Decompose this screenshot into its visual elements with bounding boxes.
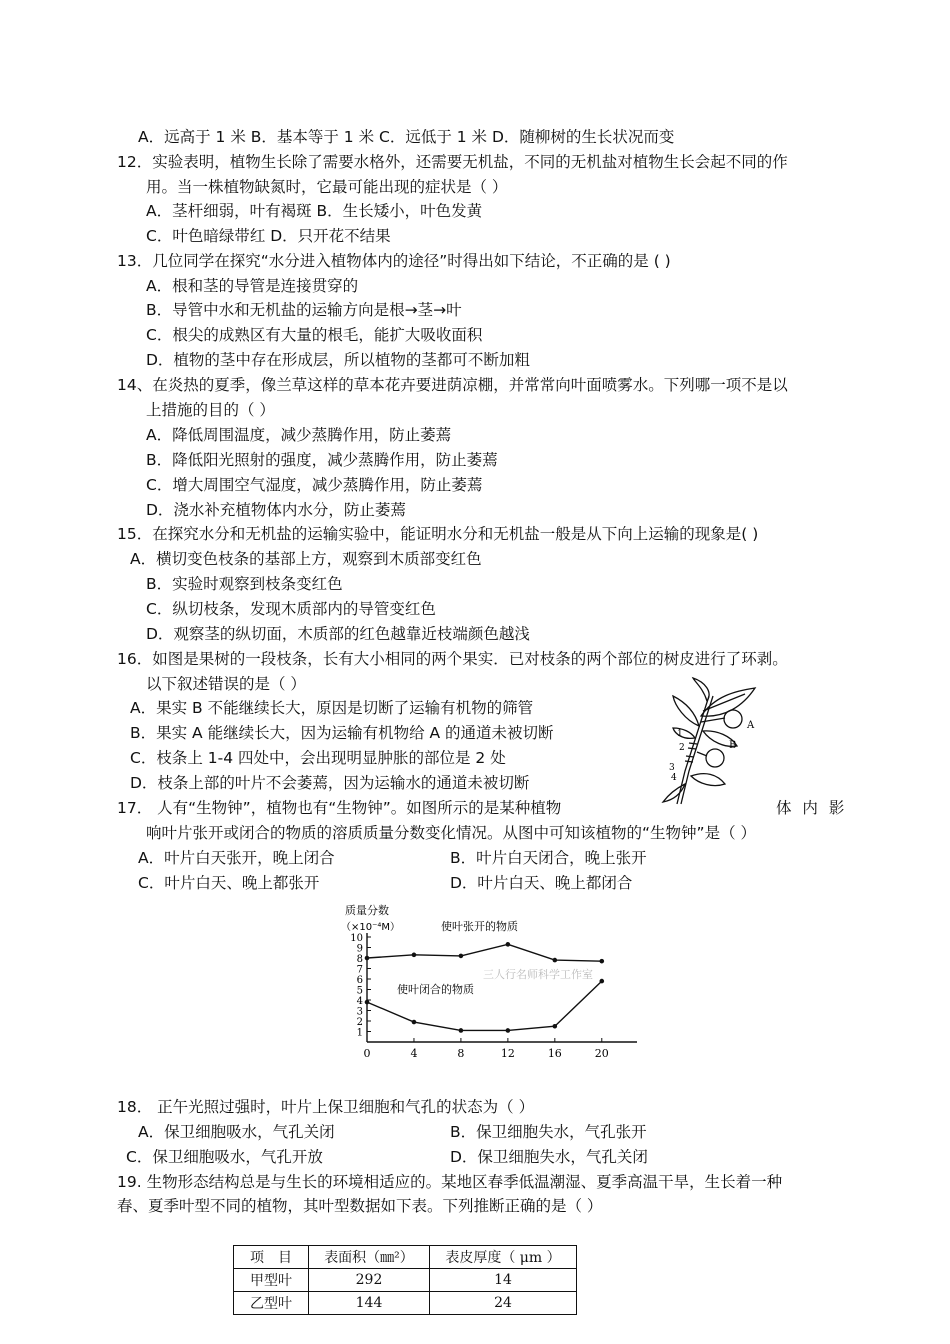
mark-1: 1: [677, 729, 683, 739]
q16-option-a: A．果实 B 不能继续长大，原因是切断了运输有机物的筛管: [130, 699, 534, 717]
q17-option-a: A．叶片白天张开，晚上闭合: [138, 849, 335, 867]
data-point: [365, 956, 370, 961]
y-tick-label: 1: [356, 1027, 363, 1039]
q12-stem-cont: 用。当一株植物缺氮时，它最可能出现的症状是（ ）: [146, 178, 508, 196]
q13-option-b: B．导管中水和无机盐的运输方向是根→茎→叶: [146, 301, 462, 319]
table-cell: 14: [430, 1269, 577, 1292]
q18-stem: 18． 正午光照过强时，叶片上保卫细胞和气孔的状态为（ ）: [117, 1098, 535, 1116]
data-point: [412, 1020, 417, 1025]
q16-option-d: D．枝条上部的叶片不会萎蔫，因为运输水的通道未被切断: [130, 774, 530, 792]
table-row: [234, 1292, 577, 1315]
q12-options-ab: A．茎杆细弱，叶有褐斑 B．生长矮小，叶色发黄: [146, 202, 483, 220]
q14-option-d: D．浇水补充植物体内水分，防止萎蔫: [146, 501, 406, 519]
q17-option-c: C．叶片白天、晚上都张开: [138, 874, 320, 892]
watermark: 三人行名师科学工作室: [483, 968, 593, 981]
table-row: [234, 1269, 577, 1292]
q16-stem-cont: 以下叙述错误的是（ ）: [146, 675, 306, 693]
q11-options: A．远高于 1 米 B．基本等于 1 米 C．远低于 1 米 D．随柳树的生长状况而变: [138, 128, 675, 146]
q14-option-b: B．降低阳光照射的强度，减少蒸腾作用，防止萎蔫: [146, 451, 498, 469]
q18-option-b: B．保卫细胞失水，气孔张开: [450, 1123, 647, 1141]
q14-option-c: C．增大周围空气湿度，减少蒸腾作用，防止萎蔫: [146, 476, 483, 494]
branch-diagram: [655, 676, 767, 806]
table-header-cell: 项 目: [234, 1246, 309, 1269]
mark-4: 4: [671, 773, 677, 783]
q14-stem: 14、在炎热的夏季，像兰草这样的草本花卉要进荫凉棚，并常常向叶面喷雾水。下列哪一项不是以: [117, 376, 788, 394]
fruit-b-label: B: [729, 740, 737, 751]
q15-option-d: D．观察茎的纵切面，木质部的红色越靠近枝端颜色越浅: [146, 625, 530, 643]
leaf-6: [691, 774, 725, 786]
q13-option-a: A．根和茎的导管是连接贯穿的: [146, 277, 359, 295]
fruit-a-label: A: [747, 720, 755, 731]
q16-option-b: B．果实 A 能继续长大，因为运输有机物给 A 的通道未被切断: [130, 724, 554, 742]
line-chart: [335, 900, 655, 1080]
data-point: [599, 979, 604, 984]
data-point: [506, 942, 511, 947]
data-point: [553, 958, 558, 963]
mark-2: 2: [679, 743, 685, 753]
y-tick-label: 3: [356, 1006, 363, 1018]
table-header-cell: 表皮厚度（ μm ）: [430, 1246, 577, 1269]
q16-option-c: C．枝条上 1-4 四处中，会出现明显肿胀的部位是 2 处: [130, 749, 506, 767]
table-cell: 甲型叶: [234, 1269, 309, 1292]
q18-option-d: D．保卫细胞失水，气孔关闭: [450, 1148, 648, 1166]
y-tick-label: 2: [356, 1017, 363, 1028]
q12-stem: 12．实验表明，植物生长除了需要水格外，还需要无机盐，不同的无机盐对植物生长会起不同的作: [117, 153, 788, 171]
q17-stem-tail: 体 内 影: [776, 799, 848, 817]
x-tick-label: 16: [547, 1047, 562, 1060]
q17-stem: 17． 人有“生物钟”，植物也有“生物钟”。如图所示的是某种植物: [117, 799, 562, 817]
x-tick-label: 4: [410, 1047, 418, 1060]
q13-option-d: D．植物的茎中存在形成层，所以植物的茎都可不断加粗: [146, 351, 530, 369]
q18-option-a: A．保卫细胞吸水，气孔关闭: [138, 1123, 335, 1141]
mark-3: 3: [669, 763, 675, 773]
fruit-a: [724, 710, 742, 728]
y-tick-label: 8: [356, 954, 363, 965]
leaf-data-table: [233, 1245, 577, 1315]
q18-option-c: C．保卫细胞吸水，气孔开放: [126, 1148, 323, 1166]
fruit-b: [706, 749, 724, 767]
q14-option-a: A．降低周围温度，减少蒸腾作用，防止萎蔫: [146, 426, 452, 444]
data-point: [412, 953, 417, 958]
leaf-3: [673, 696, 699, 726]
y-tick-label: 9: [356, 943, 363, 955]
q15-stem: 15．在探究水分和无机盐的运输实验中，能证明水分和无机盐一般是从下向上运输的现象是( ): [117, 525, 759, 543]
q15-option-a: A．横切变色枝条的基部上方，观察到木质部变红色: [130, 550, 482, 568]
series-line: [367, 944, 602, 961]
q17-option-b: B．叶片白天闭合，晚上张开: [450, 849, 647, 867]
series-label: 使叶闭合的物质: [397, 983, 474, 996]
data-point: [365, 1000, 370, 1005]
table-cell: 24: [430, 1292, 577, 1315]
x-tick-label: 12: [500, 1047, 515, 1060]
y-tick-label: 10: [350, 933, 363, 944]
y-axis-label: 质量分数: [345, 904, 389, 917]
q16-stem: 16．如图是果树的一段枝条，长有大小相同的两个果实．已对枝条的两个部位的树皮进行了环剥。: [117, 650, 788, 668]
q12-options-cd: C．叶色暗绿带红 D．只开花不结果: [146, 227, 391, 245]
q13-stem: 13．几位同学在探究“水分进入植物体内的途径”时得出如下结论，不正确的是 ( ): [117, 252, 671, 270]
q19-stem-cont: 春、夏季叶型不同的植物，其叶型数据如下表。下列推断正确的是（ ）: [117, 1197, 603, 1215]
table-cell: 乙型叶: [234, 1292, 309, 1315]
table-cell: 292: [309, 1269, 430, 1292]
series-label: 使叶张开的物质: [441, 920, 518, 933]
data-point: [459, 1028, 464, 1033]
x-tick-label: 0: [363, 1047, 371, 1060]
y-tick-label: 4: [356, 996, 363, 1007]
q17-stem-cont: 响叶片张开或闭合的物质的溶质质量分数变化情况。从图中可知该植物的“生物钟”是（ ）: [146, 824, 756, 842]
q13-option-c: C．根尖的成熟区有大量的根毛，能扩大吸收面积: [146, 326, 483, 344]
q17-option-d: D．叶片白天、晚上都闭合: [450, 874, 633, 892]
y-tick-label: 5: [356, 985, 363, 997]
data-point: [506, 1028, 511, 1033]
y-tick-label: 7: [356, 964, 363, 976]
y-tick-label: 6: [356, 975, 363, 986]
q14-stem-cont: 上措施的目的（ ）: [146, 401, 275, 419]
table-cell: 144: [309, 1292, 430, 1315]
q19-stem: 19. 生物形态结构总是与生长的环境相适应的。某地区春季低温潮湿、夏季高温干旱，生长着一种: [117, 1173, 783, 1191]
y-axis-unit: （×10⁻⁴M）: [341, 922, 401, 933]
x-tick-label: 20: [594, 1047, 609, 1060]
leaf-2: [693, 678, 709, 701]
q15-option-c: C．纵切枝条，发现木质部内的导管变红色: [146, 600, 436, 618]
q15-option-b: B．实验时观察到枝条变红色: [146, 575, 343, 593]
data-point: [553, 1024, 558, 1029]
table-header-cell: 表面积（㎜²）: [309, 1246, 430, 1269]
data-point: [459, 954, 464, 959]
x-tick-label: 8: [457, 1047, 465, 1060]
table-header-row: [234, 1246, 577, 1269]
data-point: [599, 959, 604, 964]
